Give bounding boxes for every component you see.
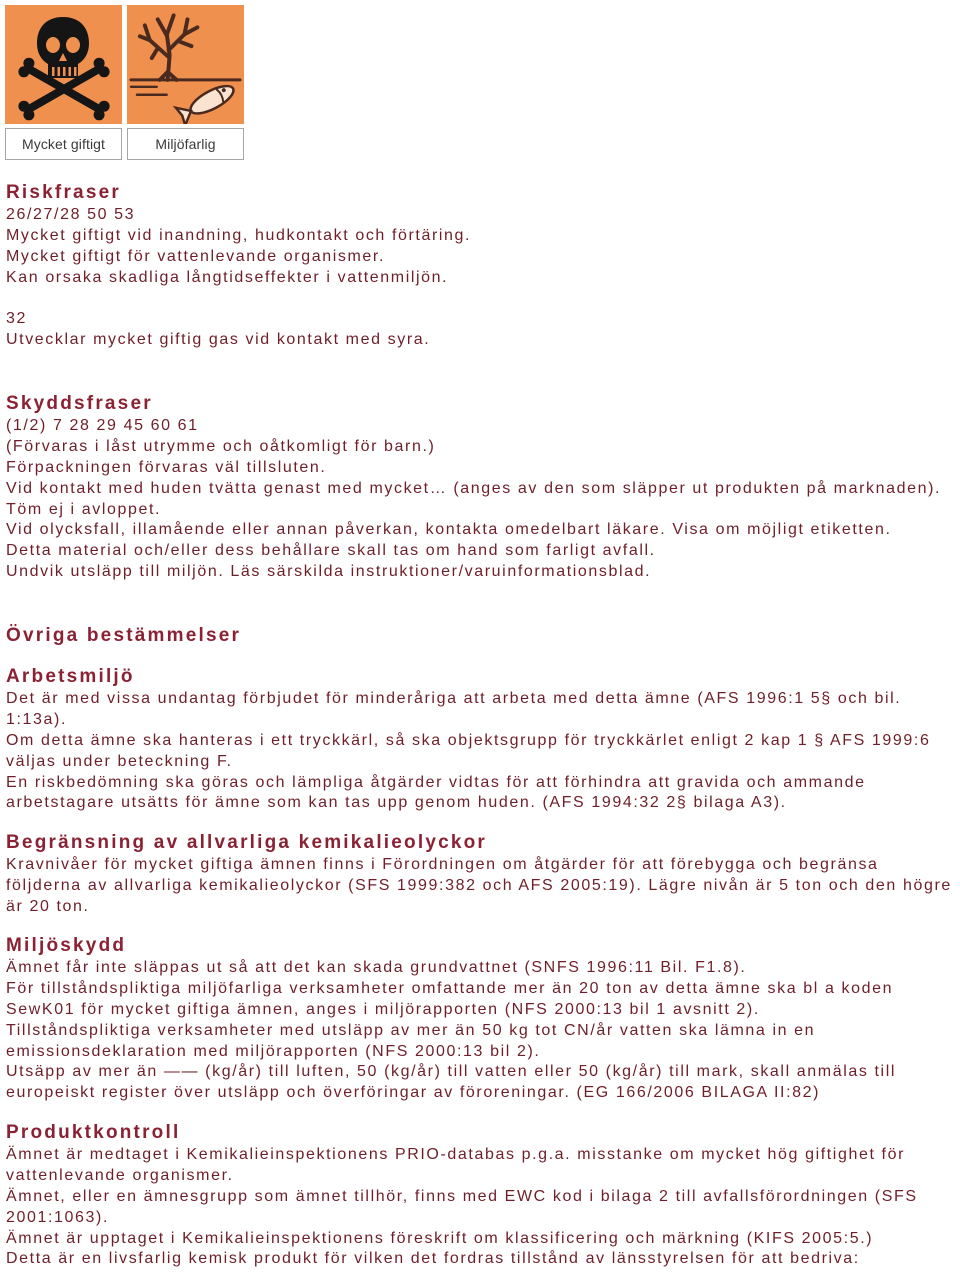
body-line: Ämnet är upptaget i Kemikalieinspektionens föreskrift om klassificering och märkning (KIFS 2005:5.) <box>6 1229 874 1247</box>
safety-phrase-line: (1/2) 7 28 29 45 60 61 <box>6 417 199 435</box>
body-line: arbetstagare utsätts för ämne som kan tas upp genom huden. (AFS 1994:32 2§ bilaga A3). <box>6 794 787 812</box>
body-line: Ämnet är medtaget i Kemikalieinspektionens PRIO-databas p.g.a. misstanke om mycket hög giftighet för <box>6 1146 906 1164</box>
section-heading: Miljöskydd <box>6 935 127 957</box>
section-heading: Riskfraser <box>6 182 121 204</box>
section-heading: Begränsning av allvarliga kemikalieolyckor <box>6 832 488 854</box>
body-line: vattenlevande organismer. <box>6 1167 234 1185</box>
pictogram-label: Miljöfarlig <box>127 128 244 160</box>
section-heading: Produktkontroll <box>6 1122 181 1144</box>
section-heading: Skyddsfraser <box>6 393 153 415</box>
body-line: europeiskt register över utsläpp och överföringar av föroreningar. (EG 166/2006 BILAGA II:82) <box>6 1084 821 1102</box>
body-line: 1:13a). <box>6 711 68 729</box>
risk-phrase-line: 26/27/28 50 53 <box>6 206 136 224</box>
body-line: SewK01 för mycket giftiga ämnen, anges i miljörapporten (NFS 2000:13 bil 1 avsnitt 2). <box>6 1000 760 1018</box>
section-riskfraser <box>6 181 471 351</box>
body-line: Tillståndspliktiga verksamheter med utsläpp av mer än 50 kg tot CN/år vatten ska lämna in en <box>6 1021 816 1039</box>
body-line: Kravnivåer för mycket giftiga ämnen finns i Förordningen om åtgärder för att förebygga och begränsa <box>6 856 879 874</box>
safety-phrase-line: Detta material och/eller dess behållare skall tas om hand som farligt avfall. <box>6 542 656 560</box>
body-line: följderna av allvarliga kemikalieolyckor (SFS 1999:382 och AFS 2005:19). Lägre nivån är 5 ton och den högre <box>6 877 952 895</box>
section-ovriga-bestammelser <box>6 624 241 648</box>
body-line: För tillståndspliktiga miljöfarliga verksamheter omfattande mer än 20 ton av detta ämne ska bl a koden <box>6 980 894 998</box>
safety-phrase-line: Undvik utsläpp till miljön. Läs särskilda instruktioner/varuinformationsblad. <box>6 562 652 580</box>
body-line: Det är med vissa undantag förbjudet för minderåriga att arbeta med detta ämne (AFS 1996:1 5§ och bil. <box>6 690 902 708</box>
body-line: är 20 ton. <box>6 897 90 915</box>
safety-phrase-line: Förpackningen förvaras väl tillsluten. <box>6 458 327 476</box>
body-line: 2001:1063). <box>6 1208 110 1226</box>
body-line: En riskbedömning ska göras och lämpliga åtgärder vidtas för att förhindra att gravida och ammande <box>6 773 866 791</box>
body-line: Ämnet, eller en ämnesgrupp som ämnet tillhör, finns med EWC kod i bilaga 2 till avfallsförordningen (SFS <box>6 1187 918 1205</box>
body-line: Ämnet får inte släppas ut så att det kan skada grundvattnet (SNFS 1996:11 Bil. F1.8). <box>6 959 747 977</box>
section-arbetsmiljo <box>6 665 930 814</box>
pictogram-label: Mycket giftigt <box>5 128 122 160</box>
section-skyddsfraser <box>6 392 941 582</box>
hazard-pictogram-very-toxic <box>5 5 122 160</box>
risk-phrase-line: Mycket giftigt för vattenlevande organismer. <box>6 247 385 265</box>
section-heading: Arbetsmiljö <box>6 666 135 688</box>
safety-phrase-line: (Förvaras i låst utrymme och oåtkomligt för barn.) <box>6 438 436 456</box>
dead-tree-and-fish-icon <box>127 5 244 124</box>
body-line: Om detta ämne ska hanteras i ett tryckkärl, så ska objektsgrupp för tryckkärlet enligt 2 kap 1 § AFS 1999:6 <box>6 731 931 749</box>
safety-phrase-line: Töm ej i avloppet. <box>6 500 162 518</box>
body-line: väljas under beteckning F. <box>6 752 233 770</box>
risk-phrase-line: 32 <box>6 310 27 328</box>
body-line: Detta är en livsfarlig kemisk produkt för vilken det fordras tillstånd av länsstyrelsen för att bedriva: <box>6 1250 860 1268</box>
risk-phrase-line: Utvecklar mycket giftig gas vid kontakt med syra. <box>6 331 431 349</box>
safety-phrase-line: Vid olycksfall, illamående eller annan påverkan, kontakta omedelbart läkare. Visa om möjligt etiketten. <box>6 521 892 539</box>
skull-and-crossbones-icon <box>5 5 122 124</box>
section-begransning-kemikalieolyckor <box>6 831 952 917</box>
risk-phrase-line: Kan orsaka skadliga långtidseffekter i vattenmiljön. <box>6 268 449 286</box>
hazard-pictogram-environment <box>127 5 244 160</box>
body-line: emissionsdeklaration med miljörapporten (NFS 2000:13 bil 2). <box>6 1042 541 1060</box>
section-heading: Övriga bestämmelser <box>6 625 242 647</box>
section-miljoskydd <box>6 934 896 1104</box>
section-produktkontroll <box>6 1121 918 1270</box>
body-line: Utsäpp av mer än —— (kg/år) till luften, 50 (kg/år) till vatten eller 50 (kg/år) till mark, skall anmälas till <box>6 1063 897 1081</box>
risk-phrase-line: Mycket giftigt vid inandning, hudkontakt och förtäring. <box>6 227 472 245</box>
safety-phrase-line: Vid kontakt med huden tvätta genast med mycket… (anges av den som släpper ut produkten på marknaden). <box>6 479 942 497</box>
